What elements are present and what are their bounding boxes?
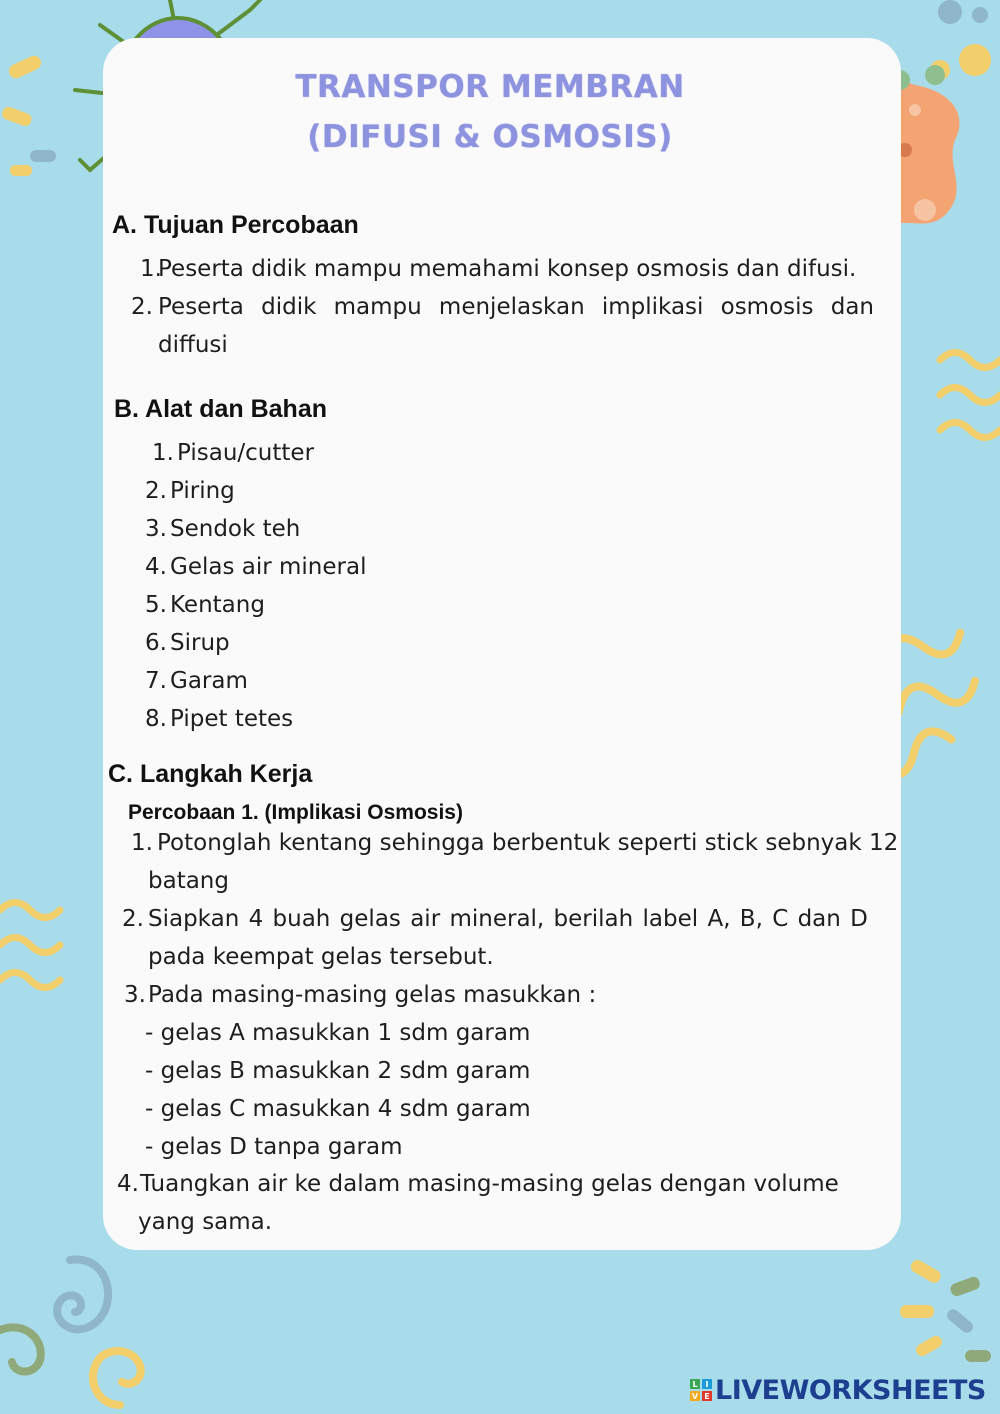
experiment-1-heading: Percobaan 1. (Implikasi Osmosis): [128, 801, 463, 824]
list-number: 1.: [152, 440, 174, 466]
step-3-number: 3.: [124, 982, 146, 1008]
material-text: Pisau/cutter: [177, 440, 315, 466]
word: menjelaskan: [438, 294, 585, 320]
bacteria-dots-bottom-right: [895, 1255, 1000, 1375]
section-b-heading: B. Alat dan Bahan: [114, 395, 327, 423]
step-4-number: 4.: [117, 1171, 139, 1197]
page-title-line1: TRANSPOR MEMBRAN: [295, 69, 685, 105]
objective-text: Peserta didik mampu memahami konsep osmosis dan difusi.: [158, 256, 857, 282]
material-item-5: [145, 586, 265, 624]
word: Peserta: [158, 294, 244, 320]
step-4-line2: yang sama.: [138, 1209, 273, 1235]
step-3-sub-d: - gelas D tanpa garam: [145, 1134, 403, 1160]
material-item-7: [145, 662, 248, 700]
squiggle-right-upper: [935, 345, 1000, 445]
material-text: Kentang: [170, 592, 265, 618]
objective-item-1: [140, 250, 856, 288]
word: didik: [261, 294, 317, 320]
material-text: Sirup: [170, 630, 230, 656]
material-text: Gelas air mineral: [170, 554, 367, 580]
list-number: 3.: [145, 516, 167, 542]
material-item-4: [145, 548, 366, 586]
spiral-cluster-bottom-left: [0, 1250, 160, 1410]
liveworksheets-logo-icon: [690, 1379, 712, 1401]
step-3-text: Pada masing-masing gelas masukkan :: [148, 982, 597, 1008]
step-2-number: 2.: [122, 906, 144, 932]
logo-letter: I: [705, 1380, 709, 1389]
word: implikasi: [601, 294, 704, 320]
page-title-line2: (DIFUSI & OSMOSIS): [307, 119, 673, 155]
list-number: 6.: [145, 630, 167, 656]
step-3-sub-b: - gelas B masukkan 2 sdm garam: [145, 1058, 531, 1084]
list-number: 5.: [145, 592, 167, 618]
step-1-line2: batang: [148, 868, 229, 894]
step-2-line2: pada keempat gelas tersebut.: [148, 944, 494, 970]
list-number: 1.: [140, 256, 162, 282]
step-2-line1: Siapkan 4 buah gelas air mineral, berilah label A, B, C dan D: [148, 906, 868, 932]
material-text: Sendok teh: [170, 516, 301, 542]
material-item-8: [145, 700, 293, 738]
word: osmosis: [720, 294, 814, 320]
list-number: 4.: [145, 554, 167, 580]
liveworksheets-brand[interactable]: [690, 1370, 990, 1410]
step-3-sub-c: - gelas C masukkan 4 sdm garam: [145, 1096, 531, 1122]
material-item-1: [152, 434, 314, 472]
material-text: Pipet tetes: [170, 706, 294, 732]
material-item-2: [145, 472, 235, 510]
brand-name: LIVEWORKSHEETS: [715, 1374, 986, 1406]
objective-item-2-line2: diffusi: [158, 332, 228, 358]
squiggle-left: [0, 895, 70, 995]
logo-letter: E: [704, 1392, 710, 1401]
section-a-heading: A. Tujuan Percobaan: [112, 211, 359, 239]
word: mampu: [333, 294, 422, 320]
objective-item-2-line1: [158, 288, 874, 326]
material-text: Garam: [170, 668, 248, 694]
material-item-6: [145, 624, 230, 662]
list-number: 7.: [145, 668, 167, 694]
word: dan: [830, 294, 874, 320]
material-text: Piring: [170, 478, 235, 504]
material-item-3: [145, 510, 300, 548]
list-number: 2.: [145, 478, 167, 504]
step-1-line1: Potonglah kentang sehingga berbentuk seperti stick sebnyak 12: [157, 830, 899, 856]
step-1-number: 1.: [131, 830, 153, 856]
objective-item-2-number: 2.: [131, 294, 153, 320]
logo-letter: L: [692, 1380, 698, 1389]
step-3-sub-a: - gelas A masukkan 1 sdm garam: [145, 1020, 531, 1046]
logo-letter: V: [691, 1392, 699, 1401]
step-4-line1: Tuangkan air ke dalam masing-masing gelas dengan volume: [140, 1171, 839, 1197]
section-c-heading: C. Langkah Kerja: [108, 760, 313, 788]
list-number: 8.: [145, 706, 167, 732]
